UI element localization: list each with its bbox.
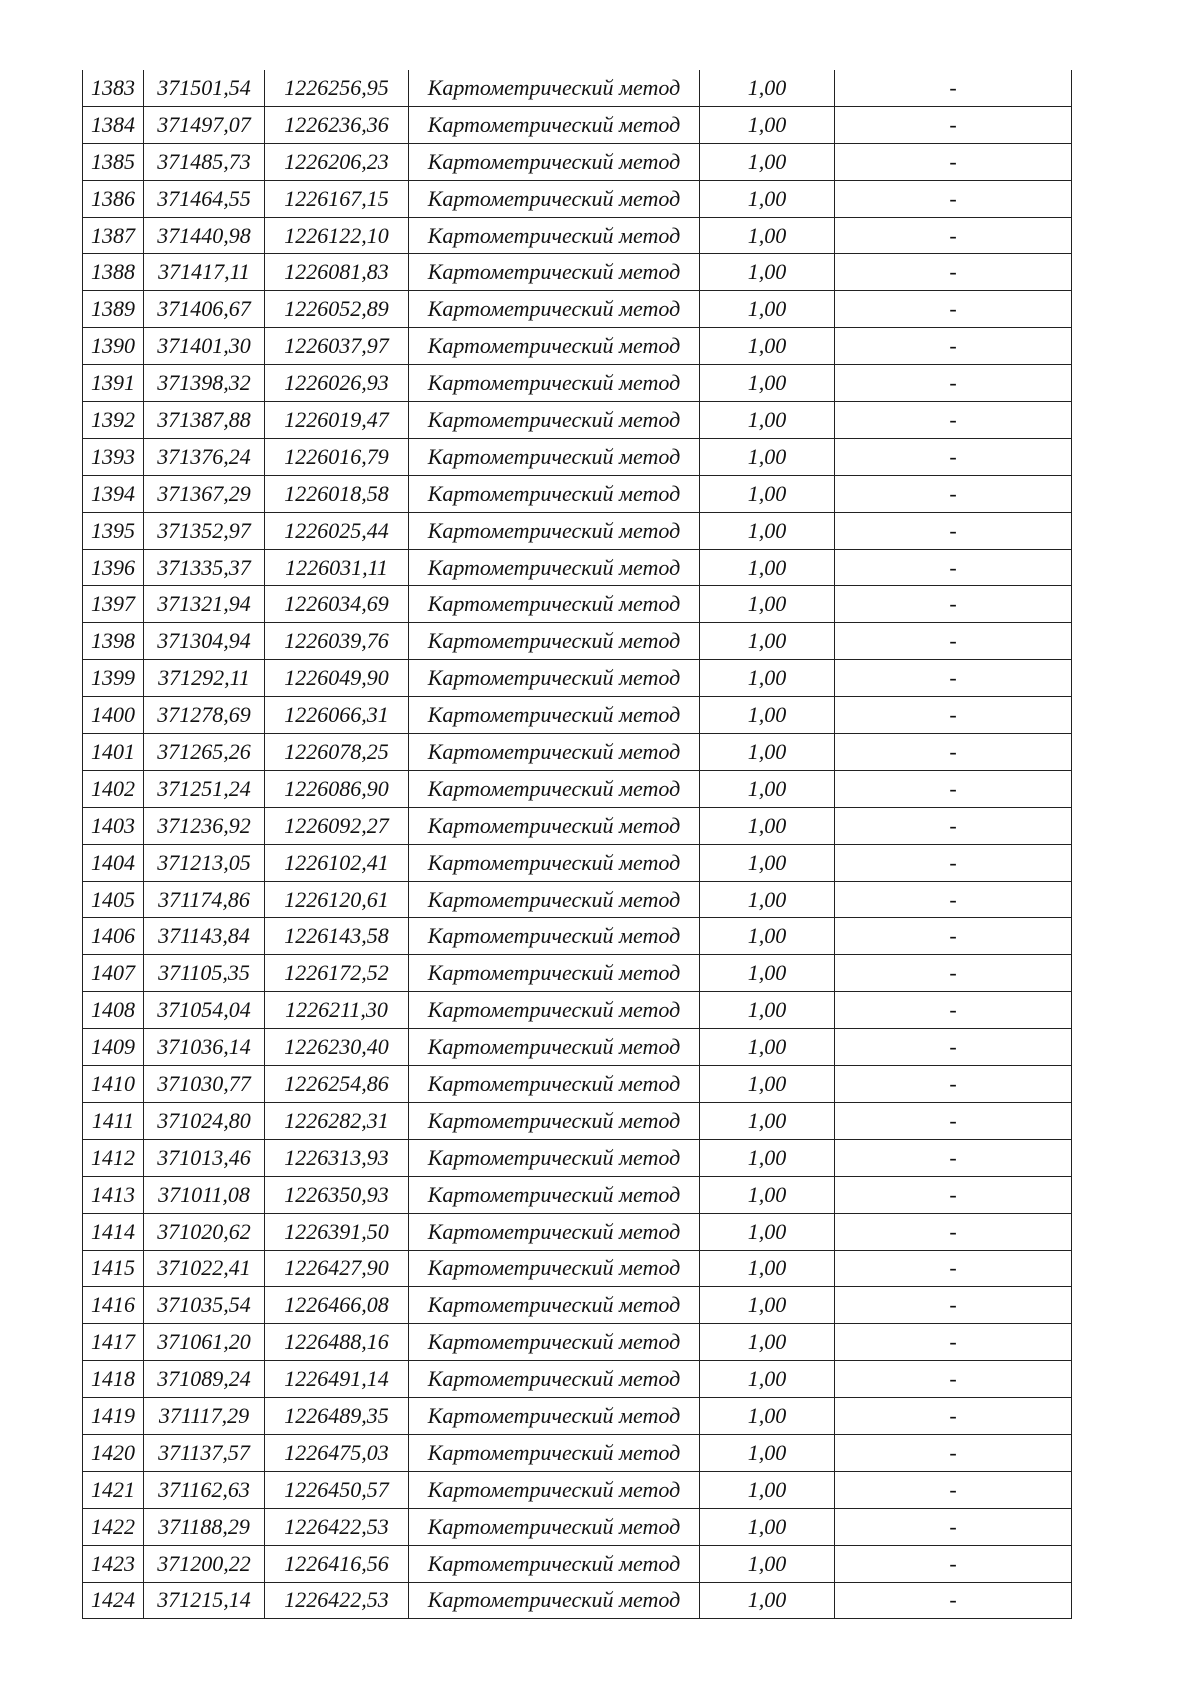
x-coordinate-cell: 371089,24 bbox=[144, 1361, 265, 1398]
x-coordinate-cell: 371321,94 bbox=[144, 586, 265, 623]
accuracy-cell: 1,00 bbox=[700, 660, 835, 697]
description-cell: - bbox=[835, 1582, 1072, 1619]
y-coordinate-cell: 1226078,25 bbox=[265, 734, 409, 771]
method-cell: Картометрический метод bbox=[409, 1361, 700, 1398]
method-cell: Картометрический метод bbox=[409, 512, 700, 549]
table-row bbox=[83, 1250, 1072, 1287]
table-row bbox=[83, 1139, 1072, 1176]
y-coordinate-cell: 1226018,58 bbox=[265, 475, 409, 512]
point-number-cell: 1407 bbox=[83, 955, 144, 992]
table-row bbox=[83, 1361, 1072, 1398]
y-coordinate-cell: 1226254,86 bbox=[265, 1066, 409, 1103]
coordinates-table bbox=[82, 70, 1072, 1619]
accuracy-cell: 1,00 bbox=[700, 1066, 835, 1103]
y-coordinate-cell: 1226350,93 bbox=[265, 1176, 409, 1213]
y-coordinate-cell: 1226206,23 bbox=[265, 143, 409, 180]
description-cell: - bbox=[835, 1139, 1072, 1176]
y-coordinate-cell: 1226416,56 bbox=[265, 1545, 409, 1582]
method-cell: Картометрический метод bbox=[409, 918, 700, 955]
accuracy-cell: 1,00 bbox=[700, 1398, 835, 1435]
y-coordinate-cell: 1226211,30 bbox=[265, 992, 409, 1029]
y-coordinate-cell: 1226172,52 bbox=[265, 955, 409, 992]
accuracy-cell: 1,00 bbox=[700, 106, 835, 143]
x-coordinate-cell: 371335,37 bbox=[144, 549, 265, 586]
table-row bbox=[83, 402, 1072, 439]
x-coordinate-cell: 371162,63 bbox=[144, 1471, 265, 1508]
description-cell: - bbox=[835, 1324, 1072, 1361]
method-cell: Картометрический метод bbox=[409, 254, 700, 291]
point-number-cell: 1413 bbox=[83, 1176, 144, 1213]
method-cell: Картометрический метод bbox=[409, 1029, 700, 1066]
x-coordinate-cell: 371417,11 bbox=[144, 254, 265, 291]
point-number-cell: 1391 bbox=[83, 365, 144, 402]
x-coordinate-cell: 371497,07 bbox=[144, 106, 265, 143]
method-cell: Картометрический метод bbox=[409, 1102, 700, 1139]
table-row bbox=[83, 143, 1072, 180]
description-cell: - bbox=[835, 291, 1072, 328]
point-number-cell: 1401 bbox=[83, 734, 144, 771]
description-cell: - bbox=[835, 1066, 1072, 1103]
table-row bbox=[83, 217, 1072, 254]
x-coordinate-cell: 371367,29 bbox=[144, 475, 265, 512]
point-number-cell: 1385 bbox=[83, 143, 144, 180]
x-coordinate-cell: 371061,20 bbox=[144, 1324, 265, 1361]
accuracy-cell: 1,00 bbox=[700, 1582, 835, 1619]
method-cell: Картометрический метод bbox=[409, 1213, 700, 1250]
x-coordinate-cell: 371236,92 bbox=[144, 807, 265, 844]
point-number-cell: 1410 bbox=[83, 1066, 144, 1103]
description-cell: - bbox=[835, 1471, 1072, 1508]
table-row bbox=[83, 918, 1072, 955]
x-coordinate-cell: 371406,67 bbox=[144, 291, 265, 328]
accuracy-cell: 1,00 bbox=[700, 1434, 835, 1471]
method-cell: Картометрический метод bbox=[409, 881, 700, 918]
x-coordinate-cell: 371278,69 bbox=[144, 697, 265, 734]
x-coordinate-cell: 371215,14 bbox=[144, 1582, 265, 1619]
accuracy-cell: 1,00 bbox=[700, 365, 835, 402]
table-row bbox=[83, 734, 1072, 771]
method-cell: Картометрический метод bbox=[409, 697, 700, 734]
accuracy-cell: 1,00 bbox=[700, 1287, 835, 1324]
x-coordinate-cell: 371440,98 bbox=[144, 217, 265, 254]
method-cell: Картометрический метод bbox=[409, 328, 700, 365]
method-cell: Картометрический метод bbox=[409, 623, 700, 660]
method-cell: Картометрический метод bbox=[409, 586, 700, 623]
y-coordinate-cell: 1226031,11 bbox=[265, 549, 409, 586]
table-row bbox=[83, 1213, 1072, 1250]
table-row bbox=[83, 660, 1072, 697]
x-coordinate-cell: 371174,86 bbox=[144, 881, 265, 918]
y-coordinate-cell: 1226422,53 bbox=[265, 1582, 409, 1619]
point-number-cell: 1387 bbox=[83, 217, 144, 254]
description-cell: - bbox=[835, 955, 1072, 992]
method-cell: Картометрический метод bbox=[409, 992, 700, 1029]
method-cell: Картометрический метод bbox=[409, 660, 700, 697]
x-coordinate-cell: 371011,08 bbox=[144, 1176, 265, 1213]
accuracy-cell: 1,00 bbox=[700, 955, 835, 992]
point-number-cell: 1388 bbox=[83, 254, 144, 291]
table-row bbox=[83, 1324, 1072, 1361]
accuracy-cell: 1,00 bbox=[700, 1471, 835, 1508]
x-coordinate-cell: 371054,04 bbox=[144, 992, 265, 1029]
x-coordinate-cell: 371485,73 bbox=[144, 143, 265, 180]
y-coordinate-cell: 1226167,15 bbox=[265, 180, 409, 217]
y-coordinate-cell: 1226450,57 bbox=[265, 1471, 409, 1508]
table-row bbox=[83, 291, 1072, 328]
method-cell: Картометрический метод bbox=[409, 955, 700, 992]
y-coordinate-cell: 1226016,79 bbox=[265, 438, 409, 475]
point-number-cell: 1424 bbox=[83, 1582, 144, 1619]
table-row bbox=[83, 106, 1072, 143]
point-number-cell: 1405 bbox=[83, 881, 144, 918]
table-row bbox=[83, 1398, 1072, 1435]
description-cell: - bbox=[835, 844, 1072, 881]
y-coordinate-cell: 1226256,95 bbox=[265, 70, 409, 106]
y-coordinate-cell: 1226120,61 bbox=[265, 881, 409, 918]
method-cell: Картометрический метод bbox=[409, 1398, 700, 1435]
method-cell: Картометрический метод bbox=[409, 734, 700, 771]
method-cell: Картометрический метод bbox=[409, 1139, 700, 1176]
y-coordinate-cell: 1226427,90 bbox=[265, 1250, 409, 1287]
accuracy-cell: 1,00 bbox=[700, 918, 835, 955]
y-coordinate-cell: 1226313,93 bbox=[265, 1139, 409, 1176]
description-cell: - bbox=[835, 1287, 1072, 1324]
table-row bbox=[83, 881, 1072, 918]
method-cell: Картометрический метод bbox=[409, 106, 700, 143]
point-number-cell: 1396 bbox=[83, 549, 144, 586]
table-row bbox=[83, 1287, 1072, 1324]
description-cell: - bbox=[835, 70, 1072, 106]
point-number-cell: 1423 bbox=[83, 1545, 144, 1582]
y-coordinate-cell: 1226489,35 bbox=[265, 1398, 409, 1435]
table-row bbox=[83, 1545, 1072, 1582]
y-coordinate-cell: 1226052,89 bbox=[265, 291, 409, 328]
point-number-cell: 1417 bbox=[83, 1324, 144, 1361]
accuracy-cell: 1,00 bbox=[700, 438, 835, 475]
accuracy-cell: 1,00 bbox=[700, 70, 835, 106]
accuracy-cell: 1,00 bbox=[700, 1029, 835, 1066]
x-coordinate-cell: 371036,14 bbox=[144, 1029, 265, 1066]
method-cell: Картометрический метод bbox=[409, 844, 700, 881]
method-cell: Картометрический метод bbox=[409, 143, 700, 180]
y-coordinate-cell: 1226391,50 bbox=[265, 1213, 409, 1250]
point-number-cell: 1392 bbox=[83, 402, 144, 439]
method-cell: Картометрический метод bbox=[409, 70, 700, 106]
accuracy-cell: 1,00 bbox=[700, 1324, 835, 1361]
description-cell: - bbox=[835, 1361, 1072, 1398]
table-row bbox=[83, 992, 1072, 1029]
description-cell: - bbox=[835, 1213, 1072, 1250]
y-coordinate-cell: 1226282,31 bbox=[265, 1102, 409, 1139]
accuracy-cell: 1,00 bbox=[700, 881, 835, 918]
x-coordinate-cell: 371143,84 bbox=[144, 918, 265, 955]
point-number-cell: 1395 bbox=[83, 512, 144, 549]
point-number-cell: 1404 bbox=[83, 844, 144, 881]
point-number-cell: 1412 bbox=[83, 1139, 144, 1176]
table-row bbox=[83, 586, 1072, 623]
y-coordinate-cell: 1226466,08 bbox=[265, 1287, 409, 1324]
accuracy-cell: 1,00 bbox=[700, 328, 835, 365]
x-coordinate-cell: 371137,57 bbox=[144, 1434, 265, 1471]
description-cell: - bbox=[835, 697, 1072, 734]
accuracy-cell: 1,00 bbox=[700, 1213, 835, 1250]
point-number-cell: 1389 bbox=[83, 291, 144, 328]
point-number-cell: 1421 bbox=[83, 1471, 144, 1508]
point-number-cell: 1386 bbox=[83, 180, 144, 217]
table-row bbox=[83, 1029, 1072, 1066]
y-coordinate-cell: 1226049,90 bbox=[265, 660, 409, 697]
point-number-cell: 1403 bbox=[83, 807, 144, 844]
accuracy-cell: 1,00 bbox=[700, 623, 835, 660]
point-number-cell: 1400 bbox=[83, 697, 144, 734]
accuracy-cell: 1,00 bbox=[700, 1361, 835, 1398]
y-coordinate-cell: 1226026,93 bbox=[265, 365, 409, 402]
y-coordinate-cell: 1226092,27 bbox=[265, 807, 409, 844]
description-cell: - bbox=[835, 365, 1072, 402]
x-coordinate-cell: 371401,30 bbox=[144, 328, 265, 365]
y-coordinate-cell: 1226102,41 bbox=[265, 844, 409, 881]
x-coordinate-cell: 371030,77 bbox=[144, 1066, 265, 1103]
y-coordinate-cell: 1226081,83 bbox=[265, 254, 409, 291]
y-coordinate-cell: 1226422,53 bbox=[265, 1508, 409, 1545]
description-cell: - bbox=[835, 217, 1072, 254]
accuracy-cell: 1,00 bbox=[700, 549, 835, 586]
description-cell: - bbox=[835, 512, 1072, 549]
description-cell: - bbox=[835, 586, 1072, 623]
description-cell: - bbox=[835, 1250, 1072, 1287]
x-coordinate-cell: 371188,29 bbox=[144, 1508, 265, 1545]
point-number-cell: 1384 bbox=[83, 106, 144, 143]
accuracy-cell: 1,00 bbox=[700, 143, 835, 180]
method-cell: Картометрический метод bbox=[409, 1545, 700, 1582]
x-coordinate-cell: 371105,35 bbox=[144, 955, 265, 992]
x-coordinate-cell: 371024,80 bbox=[144, 1102, 265, 1139]
table-row bbox=[83, 438, 1072, 475]
accuracy-cell: 1,00 bbox=[700, 734, 835, 771]
table-row bbox=[83, 1471, 1072, 1508]
method-cell: Картометрический метод bbox=[409, 1471, 700, 1508]
table-row bbox=[83, 807, 1072, 844]
method-cell: Картометрический метод bbox=[409, 807, 700, 844]
description-cell: - bbox=[835, 1176, 1072, 1213]
x-coordinate-cell: 371292,11 bbox=[144, 660, 265, 697]
table-row bbox=[83, 844, 1072, 881]
x-coordinate-cell: 371013,46 bbox=[144, 1139, 265, 1176]
x-coordinate-cell: 371398,32 bbox=[144, 365, 265, 402]
table-row bbox=[83, 1508, 1072, 1545]
y-coordinate-cell: 1226488,16 bbox=[265, 1324, 409, 1361]
method-cell: Картометрический метод bbox=[409, 1066, 700, 1103]
y-coordinate-cell: 1226236,36 bbox=[265, 106, 409, 143]
point-number-cell: 1409 bbox=[83, 1029, 144, 1066]
accuracy-cell: 1,00 bbox=[700, 992, 835, 1029]
y-coordinate-cell: 1226039,76 bbox=[265, 623, 409, 660]
method-cell: Картометрический метод bbox=[409, 1324, 700, 1361]
accuracy-cell: 1,00 bbox=[700, 807, 835, 844]
description-cell: - bbox=[835, 328, 1072, 365]
description-cell: - bbox=[835, 475, 1072, 512]
accuracy-cell: 1,00 bbox=[700, 844, 835, 881]
point-number-cell: 1422 bbox=[83, 1508, 144, 1545]
x-coordinate-cell: 371376,24 bbox=[144, 438, 265, 475]
table-row bbox=[83, 770, 1072, 807]
point-number-cell: 1393 bbox=[83, 438, 144, 475]
accuracy-cell: 1,00 bbox=[700, 770, 835, 807]
accuracy-cell: 1,00 bbox=[700, 1102, 835, 1139]
description-cell: - bbox=[835, 660, 1072, 697]
y-coordinate-cell: 1226025,44 bbox=[265, 512, 409, 549]
x-coordinate-cell: 371213,05 bbox=[144, 844, 265, 881]
table-row bbox=[83, 697, 1072, 734]
method-cell: Картометрический метод bbox=[409, 1176, 700, 1213]
point-number-cell: 1402 bbox=[83, 770, 144, 807]
x-coordinate-cell: 371020,62 bbox=[144, 1213, 265, 1250]
table-row bbox=[83, 180, 1072, 217]
description-cell: - bbox=[835, 180, 1072, 217]
method-cell: Картометрический метод bbox=[409, 217, 700, 254]
x-coordinate-cell: 371464,55 bbox=[144, 180, 265, 217]
table-row bbox=[83, 512, 1072, 549]
table-row bbox=[83, 623, 1072, 660]
point-number-cell: 1390 bbox=[83, 328, 144, 365]
x-coordinate-cell: 371501,54 bbox=[144, 70, 265, 106]
x-coordinate-cell: 371265,26 bbox=[144, 734, 265, 771]
description-cell: - bbox=[835, 623, 1072, 660]
description-cell: - bbox=[835, 1398, 1072, 1435]
accuracy-cell: 1,00 bbox=[700, 1250, 835, 1287]
table-row bbox=[83, 549, 1072, 586]
y-coordinate-cell: 1226230,40 bbox=[265, 1029, 409, 1066]
description-cell: - bbox=[835, 549, 1072, 586]
description-cell: - bbox=[835, 1102, 1072, 1139]
point-number-cell: 1416 bbox=[83, 1287, 144, 1324]
y-coordinate-cell: 1226143,58 bbox=[265, 918, 409, 955]
x-coordinate-cell: 371035,54 bbox=[144, 1287, 265, 1324]
accuracy-cell: 1,00 bbox=[700, 475, 835, 512]
accuracy-cell: 1,00 bbox=[700, 180, 835, 217]
point-number-cell: 1383 bbox=[83, 70, 144, 106]
accuracy-cell: 1,00 bbox=[700, 586, 835, 623]
method-cell: Картометрический метод bbox=[409, 1508, 700, 1545]
description-cell: - bbox=[835, 734, 1072, 771]
y-coordinate-cell: 1226491,14 bbox=[265, 1361, 409, 1398]
point-number-cell: 1399 bbox=[83, 660, 144, 697]
description-cell: - bbox=[835, 992, 1072, 1029]
accuracy-cell: 1,00 bbox=[700, 254, 835, 291]
table-row bbox=[83, 955, 1072, 992]
description-cell: - bbox=[835, 106, 1072, 143]
method-cell: Картометрический метод bbox=[409, 291, 700, 328]
description-cell: - bbox=[835, 254, 1072, 291]
description-cell: - bbox=[835, 438, 1072, 475]
x-coordinate-cell: 371304,94 bbox=[144, 623, 265, 660]
y-coordinate-cell: 1226066,31 bbox=[265, 697, 409, 734]
x-coordinate-cell: 371117,29 bbox=[144, 1398, 265, 1435]
accuracy-cell: 1,00 bbox=[700, 512, 835, 549]
point-number-cell: 1411 bbox=[83, 1102, 144, 1139]
table-row bbox=[83, 1176, 1072, 1213]
method-cell: Картометрический метод bbox=[409, 180, 700, 217]
point-number-cell: 1419 bbox=[83, 1398, 144, 1435]
description-cell: - bbox=[835, 1029, 1072, 1066]
description-cell: - bbox=[835, 770, 1072, 807]
point-number-cell: 1397 bbox=[83, 586, 144, 623]
x-coordinate-cell: 371251,24 bbox=[144, 770, 265, 807]
accuracy-cell: 1,00 bbox=[700, 697, 835, 734]
method-cell: Картометрический метод bbox=[409, 1582, 700, 1619]
accuracy-cell: 1,00 bbox=[700, 402, 835, 439]
method-cell: Картометрический метод bbox=[409, 549, 700, 586]
description-cell: - bbox=[835, 402, 1072, 439]
y-coordinate-cell: 1226122,10 bbox=[265, 217, 409, 254]
method-cell: Картометрический метод bbox=[409, 438, 700, 475]
accuracy-cell: 1,00 bbox=[700, 1545, 835, 1582]
point-number-cell: 1414 bbox=[83, 1213, 144, 1250]
table-row bbox=[83, 475, 1072, 512]
y-coordinate-cell: 1226086,90 bbox=[265, 770, 409, 807]
point-number-cell: 1415 bbox=[83, 1250, 144, 1287]
method-cell: Картометрический метод bbox=[409, 1250, 700, 1287]
point-number-cell: 1398 bbox=[83, 623, 144, 660]
table-row bbox=[83, 254, 1072, 291]
point-number-cell: 1394 bbox=[83, 475, 144, 512]
accuracy-cell: 1,00 bbox=[700, 1176, 835, 1213]
y-coordinate-cell: 1226034,69 bbox=[265, 586, 409, 623]
method-cell: Картометрический метод bbox=[409, 770, 700, 807]
table-row bbox=[83, 1102, 1072, 1139]
y-coordinate-cell: 1226475,03 bbox=[265, 1434, 409, 1471]
y-coordinate-cell: 1226037,97 bbox=[265, 328, 409, 365]
description-cell: - bbox=[835, 881, 1072, 918]
method-cell: Картометрический метод bbox=[409, 1434, 700, 1471]
accuracy-cell: 1,00 bbox=[700, 1508, 835, 1545]
table-row bbox=[83, 365, 1072, 402]
method-cell: Картометрический метод bbox=[409, 1287, 700, 1324]
x-coordinate-cell: 371022,41 bbox=[144, 1250, 265, 1287]
point-number-cell: 1418 bbox=[83, 1361, 144, 1398]
y-coordinate-cell: 1226019,47 bbox=[265, 402, 409, 439]
method-cell: Картометрический метод bbox=[409, 365, 700, 402]
point-number-cell: 1420 bbox=[83, 1434, 144, 1471]
table-row bbox=[83, 1582, 1072, 1619]
method-cell: Картометрический метод bbox=[409, 402, 700, 439]
description-cell: - bbox=[835, 143, 1072, 180]
coordinates-table-body bbox=[83, 70, 1072, 1619]
description-cell: - bbox=[835, 918, 1072, 955]
accuracy-cell: 1,00 bbox=[700, 291, 835, 328]
table-row bbox=[83, 328, 1072, 365]
description-cell: - bbox=[835, 807, 1072, 844]
x-coordinate-cell: 371387,88 bbox=[144, 402, 265, 439]
description-cell: - bbox=[835, 1545, 1072, 1582]
description-cell: - bbox=[835, 1508, 1072, 1545]
accuracy-cell: 1,00 bbox=[700, 217, 835, 254]
table-row bbox=[83, 1434, 1072, 1471]
point-number-cell: 1406 bbox=[83, 918, 144, 955]
method-cell: Картометрический метод bbox=[409, 475, 700, 512]
accuracy-cell: 1,00 bbox=[700, 1139, 835, 1176]
point-number-cell: 1408 bbox=[83, 992, 144, 1029]
x-coordinate-cell: 371200,22 bbox=[144, 1545, 265, 1582]
description-cell: - bbox=[835, 1434, 1072, 1471]
table-row bbox=[83, 70, 1072, 106]
x-coordinate-cell: 371352,97 bbox=[144, 512, 265, 549]
table-row bbox=[83, 1066, 1072, 1103]
